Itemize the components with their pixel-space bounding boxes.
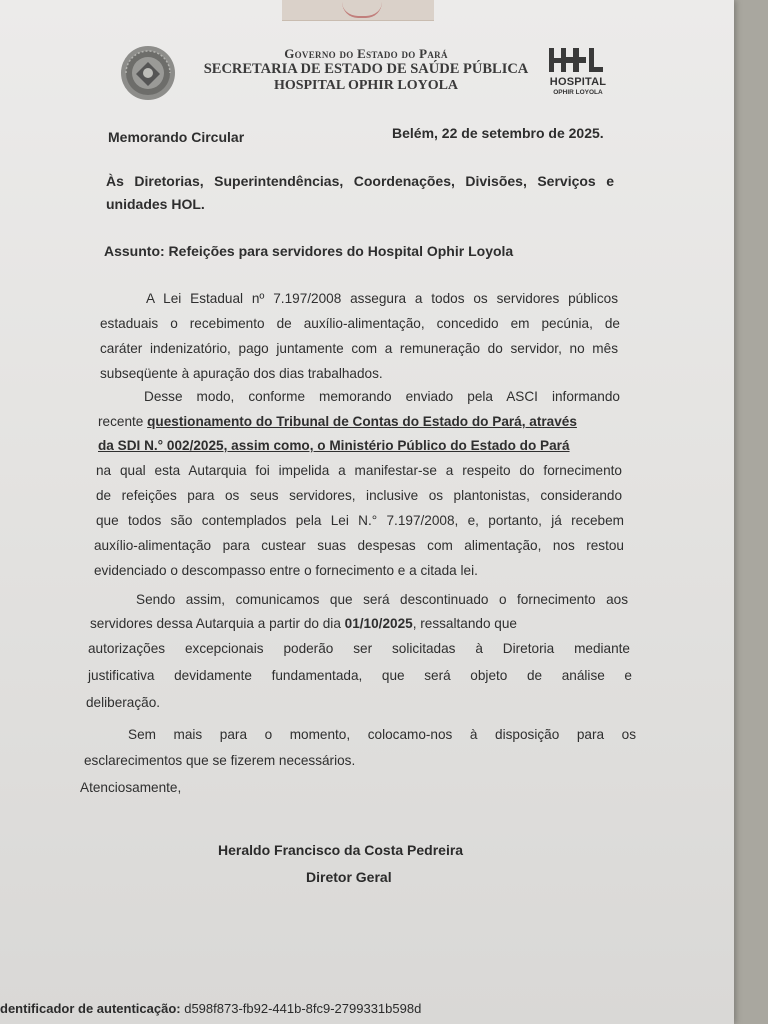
- p3-line: autorizações excepcionais poderão ser solicitadas à Diretoria mediante: [88, 641, 630, 656]
- p1-line: subseqüente à apuração dos dias trabalhados.: [100, 366, 383, 381]
- state-seal-icon: [118, 44, 178, 102]
- closing: Atenciosamente,: [80, 780, 182, 795]
- p2-line: auxílio-alimentação para custear suas despesas com alimentação, nos restou: [94, 538, 624, 553]
- p3-suffix: , ressaltando que: [412, 616, 517, 631]
- p3-line: [90, 616, 630, 631]
- p2-underlined-reference: questionamento do Tribunal de Contas do Estado do Pará, através: [147, 414, 577, 429]
- p4-line: Sem mais para o momento, colocamo-nos à disposição para os: [128, 727, 636, 742]
- p2-line: Desse modo, conforme memorando enviado pela ASCI informando: [144, 389, 620, 404]
- p2-line: evidenciado o descompasso entre o fornecimento e a citada lei.: [94, 563, 478, 578]
- p2-line: na qual esta Autarquia foi impelida a manifestar-se a respeito do fornecimento: [96, 463, 622, 478]
- p1-line: estaduais o recebimento de auxílio-alimentação, concedido em pecúnia, de: [100, 316, 620, 331]
- p2-line: [98, 414, 622, 429]
- memo-place-date: Belém, 22 de setembro de 2025.: [392, 125, 604, 141]
- memo-subject: Assunto: Refeições para servidores do Hospital Ophir Loyola: [104, 243, 514, 259]
- memo-type: Memorando Circular: [108, 129, 245, 145]
- p4-line: esclarecimentos que se fizerem necessários.: [84, 753, 356, 768]
- p2-line: que todos são contemplados pela Lei N.° 7.197/2008, e, portanto, já recebem: [96, 513, 624, 528]
- signatory-role: Diretor Geral: [306, 869, 392, 885]
- header-hospital: HOSPITAL OPHIR LOYOLA: [273, 78, 459, 93]
- authentication-footer: [0, 1001, 421, 1016]
- p3-prefix: servidores dessa Autarquia a partir do dia: [90, 616, 345, 631]
- p3-line: deliberação.: [86, 695, 161, 710]
- signatory-name: Heraldo Francisco da Costa Pedreira: [218, 842, 464, 858]
- discontinuation-date: 01/10/2025: [344, 616, 413, 631]
- memo-recipients-line1: Às Diretorias, Superintendências, Coordenações, Divisões, Serviços e: [106, 173, 614, 189]
- memo-recipients-line2: unidades HOL.: [106, 196, 205, 212]
- logo-subtext: OPHIR LOYOLA: [553, 89, 603, 96]
- p2-underlined-reference: da SDI N.° 002/2025, assim como, o Ministério Público do Estado do Pará: [98, 438, 570, 453]
- p3-line: justificativa devidamente fundamentada, que será objeto de análise e: [88, 668, 632, 683]
- p3-line: Sendo assim, comunicamos que será descontinuado o fornecimento aos: [136, 592, 628, 607]
- p2-line: de refeições para os seus servidores, inclusive os plantonistas, considerando: [96, 488, 622, 503]
- auth-code: d598f873-fb92-441b-8fc9-2799331b598d: [184, 1001, 422, 1016]
- tape-mark: [342, 2, 382, 18]
- auth-label: dentificador de autenticação:: [0, 1001, 181, 1016]
- p1-line: caráter indenizatório, pago juntamente com a remuneração do servidor, no mês: [100, 341, 618, 356]
- adhesive-tape: [282, 0, 434, 21]
- header-secretariat: SECRETARIA DE ESTADO DE SAÚDE PÚBLICA: [203, 61, 529, 77]
- logo-text: HOSPITAL: [549, 76, 607, 88]
- hospital-cross-logo-icon: [545, 46, 611, 76]
- p1-line: A Lei Estadual nº 7.197/2008 assegura a todos os servidores públicos: [146, 291, 618, 306]
- hospital-logo: [545, 46, 611, 98]
- header-government: Governo do Estado do Pará: [284, 46, 448, 61]
- p2-prefix: recente: [98, 414, 148, 429]
